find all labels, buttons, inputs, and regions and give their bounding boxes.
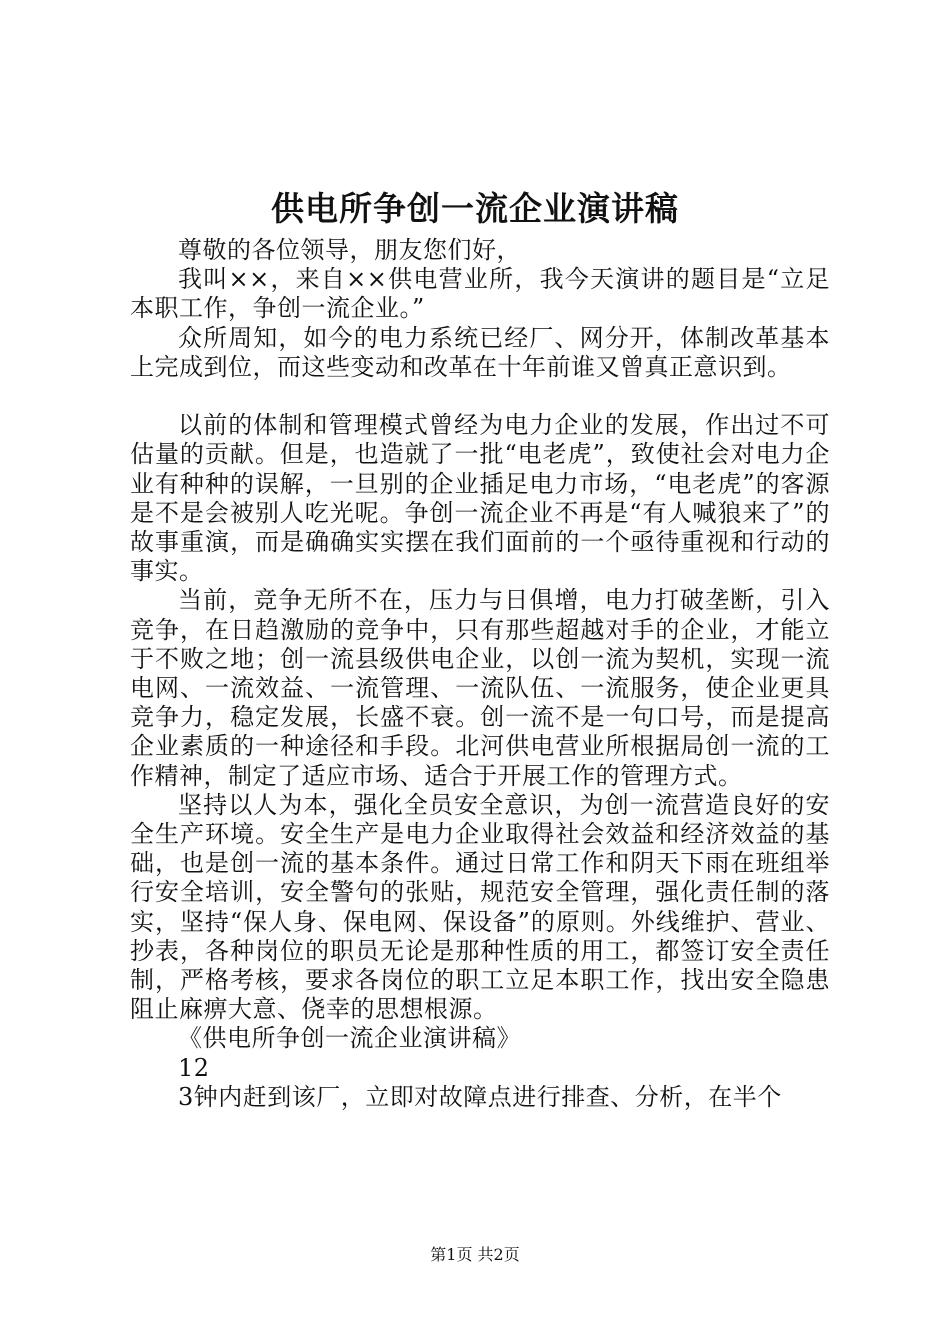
body-paragraph: 3钟内赶到该厂，立即对故障点进行排查、分析，在半个 — [178, 1082, 782, 1111]
greeting-paragraph: 尊敬的各位领导，朋友您们好， — [178, 236, 521, 264]
document-reference-line: 《供电所争创一流企业演讲稿》 — [178, 1024, 521, 1053]
page-marker-line: 12 — [178, 1053, 210, 1082]
page-footer: 第1页 共2页 — [430, 1245, 520, 1264]
body-paragraph: 我叫××，来自××供电营业所，我今天演讲的题目是“立足本职工作，争创一流企业。” — [130, 265, 830, 323]
body-paragraph: 坚持以人为本，强化全员安全意识，为创一流营造良好的安全生产环境。安全生产是电力企业取得社会效益和经济效益的基础，也是创一流的基本条件。通过日常工作和阴天下雨在班组举行安全培训，安全警句的张贴，规范安全管理，强化责任制的落实，坚持“保人身、保电网、保设备”的原则。外线维护、营业、抄表，各种岗位的职员无论是那种性质的用工，都签订安全责任制，严格考核，要求各岗位的职工立足本职工作，找出安全隐患阻止麻痹大意、侥幸的思想根源。 — [130, 790, 830, 1024]
body-paragraph: 当前，竞争无所不在，压力与日俱增，电力打破垄断，引入竞争，在日趋激励的竞争中，只有那些超越对手的企业，才能立于不败之地；创一流县级供电企业，以创一流为契机，实现一流电网、一流效益、一流管理、一流队伍、一流服务，使企业更具竞争力，稳定发展，长盛不衰。创一流不是一句口号，而是提高企业素质的一种途径和手段。北河供电营业所根据局创一流的工作精神，制定了适应市场、适合于开展工作的管理方式。 — [130, 586, 830, 790]
body-paragraph: 以前的体制和管理模式曾经为电力企业的发展，作出过不可估量的贡献。但是，也造就了一批“电老虎”，致使社会对电力企业有种种的误解，一旦别的企业插足电力市场，“电老虎”的客源是不是会被别人吃光呢。争创一流企业不再是“有人喊狼来了”的故事重演，而是确确实实摆在我们面前的一个亟待重视和行动的事实。 — [130, 411, 830, 586]
body-paragraph: 众所周知，如今的电力系统已经厂、网分开，体制改革基本上完成到位，而这些变动和改革在十年前谁又曾真正意识到。 — [130, 323, 830, 381]
document-title: 供电所争创一流企业演讲稿 — [271, 189, 679, 228]
document-body — [130, 236, 830, 1112]
